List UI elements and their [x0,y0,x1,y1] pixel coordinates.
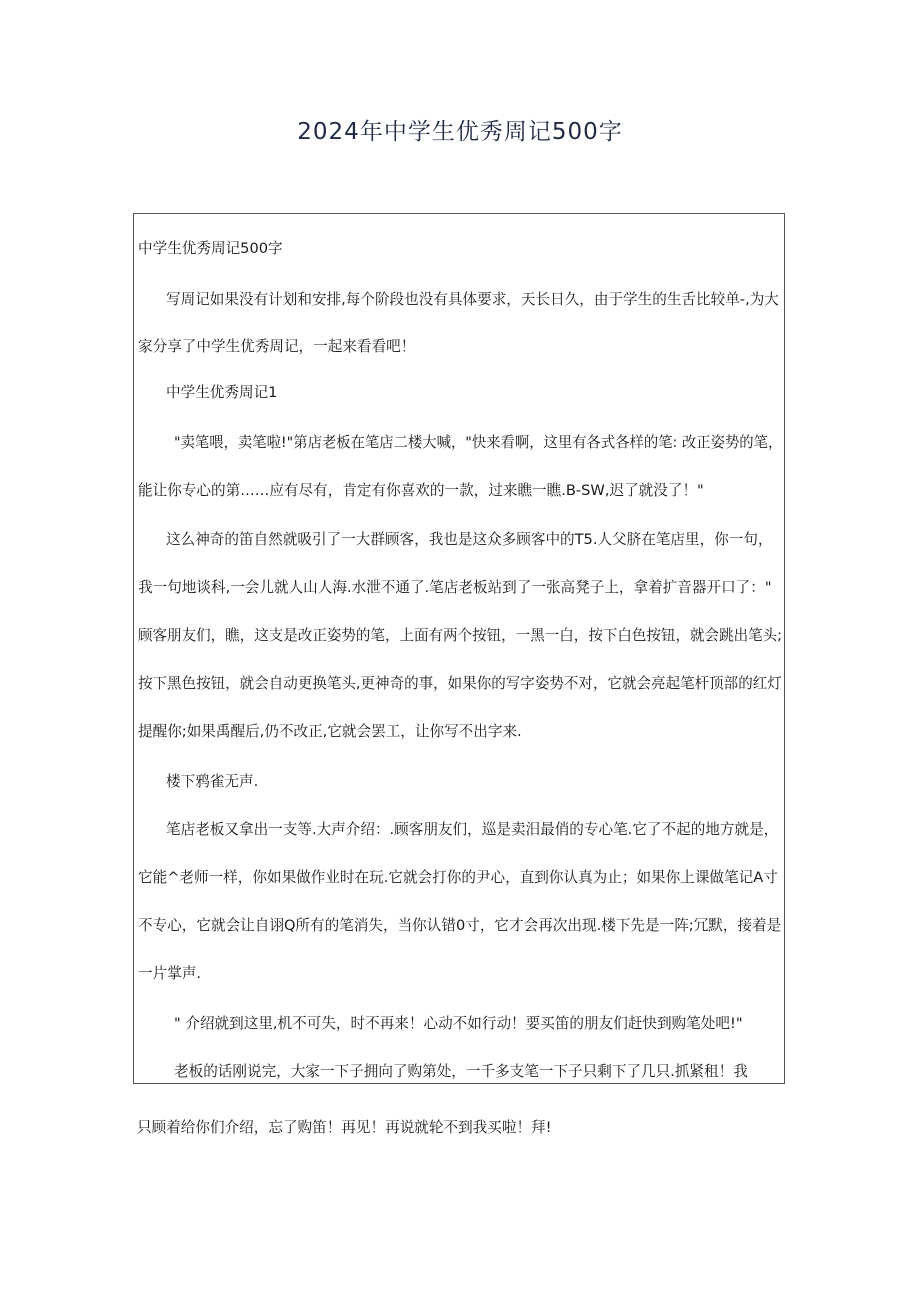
paragraph-line: " 介绍就到这里,机不可失，时不再来！心动不如行动！要买笛的朋友们赶快到购笔处吧!" [174,1015,743,1032]
paragraph-line: 它能^老师一样，你如果做作业时在玩.它就会打你的尹心，直到你认真为止；如果你上课做笔记A寸 [138,869,778,886]
paragraph-line: 写周记如果没有计划和安排,每个阶段也没有具体要求，天长日久，由于学生的生舌比较单-,为大 [166,291,779,308]
paragraph-line: 能让你专心的第……应有尽有，肯定有你喜欢的一款，过来瞧一瞧.B-SW,迟了就没了！" [138,482,704,499]
article-box [133,213,785,1084]
paragraph-line: "卖笔喂，卖笔啦!"第店老板在笔店二楼大喊，"快来看啊，这里有各式各样的笔: 改正姿势的笔， [174,434,783,451]
paragraph-line: 我一句地谈科,一会儿就人山人海.水泄不通了.笔店老板站到了一张高凳子上，拿着扩音器开口了：" [138,579,772,596]
paragraph-line: 不专心，它就会让自诩Q所有的笔消失，当你认错0寸，它才会再次出现.楼下先是一阵;冗默，接着是 [138,917,782,934]
article-subtitle: 中学生优秀周记500字 [138,240,283,257]
paragraph-line: 顾客朋友们，瞧，这支是改正姿势的笔，上面有两个按钮，一黑一白，按下白色按钮，就会跳出笔头; [138,627,783,644]
paragraph-line: 只顾着给你们介绍，忘了购笛！再见！再说就轮不到我买啦！拜! [137,1119,552,1136]
section-heading: 中学生优秀周记1 [166,384,278,401]
paragraph-line: 一片掌声. [138,965,202,982]
paragraph-line: 老板的话刚说完，大家一下子拥向了购第处，一千多支笔一下子只剩下了几只.抓紧租！我 [174,1063,748,1080]
paragraph-line: 家分享了中学生优秀周记，一起来看看吧！ [138,338,416,355]
page-title: 2024年中学生优秀周记500字 [297,119,623,145]
paragraph-line: 笔店老板又拿出一支等.大声介绍：.顾客朋友们，巡是卖汨最俏的专心笔.它了不起的地方就是， [166,821,779,838]
paragraph-line: 提醒你;如果禹醒后,仍不改正,它就会罢工，让你写不出字来. [138,723,522,740]
paragraph-line: 按下黑色按钮，就会自动更换笔头,更神奇的事，如果你的写字姿势不对，它就会亮起笔杆顶部的红灯 [138,675,782,692]
paragraph-line: 楼下鸦雀无声. [166,773,259,790]
paragraph-line: 这么神奇的笛自然就吸引了一大群顾客，我也是这众多顾客中的T5.人父脐在笔店里，你一句， [166,531,773,548]
